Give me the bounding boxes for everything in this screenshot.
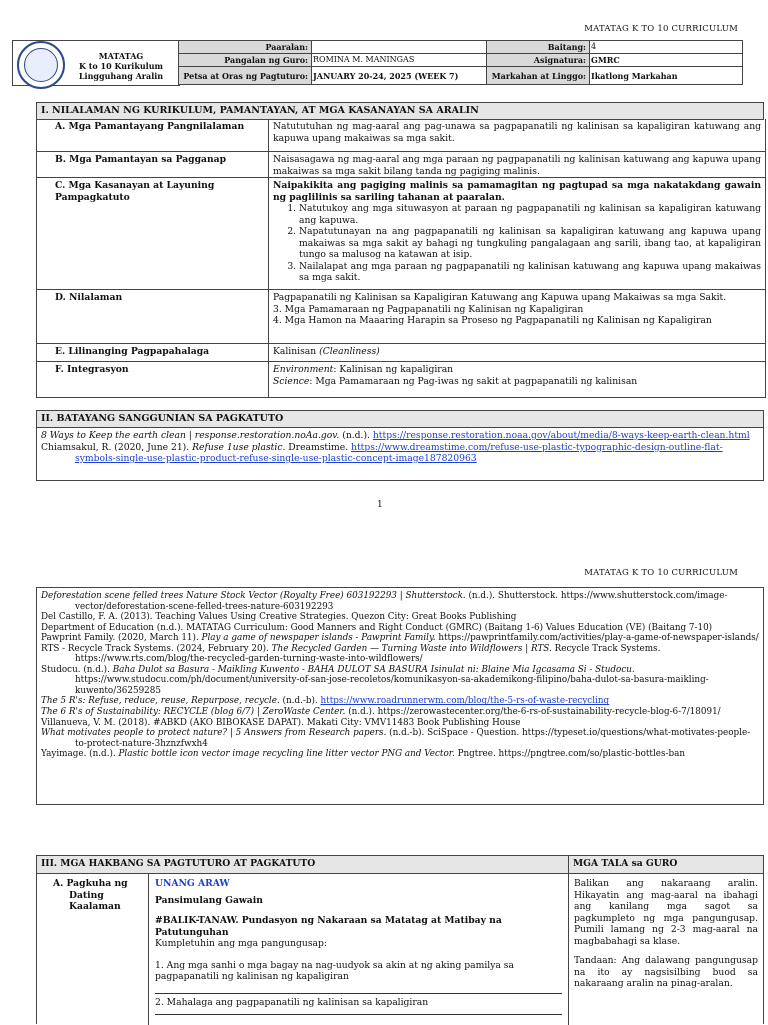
- reference-item: The 6 R's of Sustainability: RECYCLE (blog 6/7) | ZeroWaste Center. (n.d.). https://zerowastecenter.org/the-6-rs-of-sustainability-recycle-blog-6-7/18091/: [41, 707, 721, 718]
- reference-item: Yayimage. (n.d.). Plastic bottle icon vector image recycling line litter vector PNG and Vector. Pngtree. https://pngtree.com/so/plastic-bottles-ban: [41, 749, 685, 760]
- reference-item: Del Castillo, F. A. (2013). Teaching Values Using Creative Strategies. Quezon City: Great Books Publishing: [41, 612, 517, 623]
- reference-link[interactable]: https://www.roadrunnerwm.com/blog/the-5-rs-of-waste-recycling: [320, 696, 610, 707]
- row-d: [36, 290, 766, 344]
- paaralan-value: [312, 41, 487, 54]
- deped-seal-logo: [17, 41, 65, 89]
- reference-item: Studocu. (n.d.). Baha Dulot sa Basura - Maikling Kuwento - BAHA DULOT SA BASURA Isinulat ni: Blaine Mia Igcasama Si - Studocu. https://www.studocu.com/ph/document/university-of-san-jose-recoletos/komunikasyon-sa-akademikong-filipino/baha-dulot-sa-basura-maikling-kuwento/36259285: [41, 664, 709, 696]
- sci-label: Science: [273, 375, 310, 387]
- content-line: Pagpapanatili ng Kalinisan sa Kapaligiran Katuwang ang Kapuwa upang Makaiwas sa mga Sakit.: [273, 292, 727, 303]
- row-a: [36, 119, 766, 152]
- title-line-3: Lingguhang Aralin: [78, 71, 164, 81]
- guro-value: ROMINA M. MANINGAS: [312, 54, 487, 67]
- title-block: [12, 40, 180, 86]
- day-label: UNANG ARAW: [155, 878, 230, 889]
- row-e-text: Kalinisan: [273, 346, 317, 357]
- reference-item: The 5 R's: Refuse, reduce, reuse, Repurpose, recycle. (n.d.-b). https://www.roadrunnerwm.com/blog/the-5-rs-of-waste-recycling: [41, 696, 610, 707]
- reference-2: Chiamsakul, R. (2020, June 21). Refuse 1use plastic. Dreamstime. https://www.dreamstime.com/refuse-use-plastic-typographic-design-outline-flat-symbols-single-use-plastic-product-refuse-single-use-plastic-concept-image187820963: [41, 441, 723, 464]
- row-c: [36, 178, 766, 290]
- note-1: Balikan ang nakaraang aralin. Hikayatin ang mag-aaral na ibahagi ang kanilang mga sagot sa pagkumpleto ng mga pangungusap. Pumili lamang ng 2-3 mag-aaral na magbabahagi sa klase.: [574, 878, 758, 947]
- section-2-body: [36, 427, 764, 481]
- objective-item: 1. Natutukoy ang mga situwasyon at paraan ng pagpapanatili ng kalinisan sa kapaligiran katuwang ang kapuwa.: [299, 203, 761, 226]
- row-e: [36, 344, 766, 362]
- question-1: 1. Ang mga sanhi o mga bagay na nag-uudyok sa akin at ng aking pamilya sa pagpapanatili ng kalinisan ng kapaligiran: [155, 959, 514, 982]
- reference-link[interactable]: https://response.restoration.noaa.gov/about/media/8-ways-keep-earth-clean.html: [372, 430, 750, 441]
- baitang-value: 4: [590, 41, 743, 54]
- row-a-text: Natututuhan ng mag-aaral ang pag-unawa sa pagpapanatili ng kalinisan sa kapaligiran katuwang ang kapuwa upang makaiwas sa mga sakit.: [273, 121, 761, 144]
- asignatura-label: Asignatura:: [487, 54, 590, 67]
- row-b: [36, 152, 766, 178]
- row-e-label: E. Lilinanging Pagpapahalaga: [37, 344, 269, 361]
- reference-item: RTS - Recycle Track Systems. (2024, February 20). The Recycled Garden — Turning Waste into Wildflowers | RTS. Recycle Track Systems. https://www.rts.com/blog/the-recycled-garden-turning-waste-into-wildflowers/: [41, 643, 661, 665]
- baitang-label: Baitang:: [487, 41, 590, 54]
- markahan-label: Markahan at Linggo:: [487, 67, 590, 85]
- content-line: 4. Mga Hamon na Maaaring Harapin sa Proseso ng Pagpapanatili ng Kalinisan ng Kapaligiran: [273, 315, 712, 326]
- section-1-title: I. NILALAMAN NG KURIKULUM, PAMANTAYAN, AT MGA KASANAYAN SA ARALIN: [36, 102, 764, 120]
- info-table: [178, 40, 743, 85]
- title-line-2: K to 10 Kurikulum: [79, 61, 163, 71]
- reference-item: Deforestation scene felled trees Nature Stock Vector (Royalty Free) 603192293 | Shutterstock. (n.d.). Shutterstock. https://www.shutterstock.com/image-vector/deforestation-scene-felled-trees-nature-603192293: [41, 591, 728, 612]
- gawain-label: Pansimulang Gawain: [155, 894, 263, 906]
- row-c-bold: Naipakikita ang pagiging malinis sa pamamagitan ng pagtupad sa mga nakatakdang gawain ng paglilinis sa sariling tahanan at paaralan.: [273, 180, 761, 203]
- content-line: 3. Mga Pamamaraan ng Pagpapanatili ng Kalinisan ng Kapaligiran: [273, 303, 584, 315]
- objective-item: 2. Napatutunayan na ang pagpapanatili ng kalinisan sa kapaligiran katuwang ang kapuwa upang makaiwas sa mga sakit ay bahagi ng tungkuling pangalagaan ang sarili, ibang tao, at kapaligiran tungo sa malusog na katawan at isip.: [299, 226, 761, 261]
- curriculum-header: MATATAG K TO 10 CURRICULUM: [584, 24, 738, 34]
- reference-1: 8 Ways to Keep the earth clean | response.restoration.noAa.gov. (n.d.). https://response.restoration.noaa.gov/about/media/8-ways-keep-earth-clean.html: [41, 430, 750, 441]
- env-text: : Kalinisan ng kapaligiran: [333, 364, 454, 375]
- reference-item: What motivates people to protect nature? | 5 Answers from Research papers. (n.d.-b). SciSpace - Question. https://typeset.io/questions/what-motivates-people-to-protect-nature-3hznzfwxh4: [41, 728, 751, 749]
- teacher-notes: [569, 874, 763, 1025]
- row-e-italic: (Cleanliness): [319, 346, 380, 357]
- page-number: 1: [377, 500, 383, 510]
- reference-item: Department of Education (n.d.). MATATAG Curriculum: Good Manners and Right Conduct (GMRC) (Baitang 1-6) Values Education (VE) (Baitang 7-10): [41, 622, 713, 633]
- markahan-value: Ikatlong Markahan: [590, 67, 743, 85]
- balik-tanaw: #BALIK-TANAW. Pundasyon ng Nakaraan sa Matatag at Matibay na Patutunguhan: [155, 915, 502, 938]
- notes-title: MGA TALA sa GURO: [569, 856, 763, 874]
- row-c-label: C. Mga Kasanayan at Layuning Pampagkatuto: [37, 178, 269, 289]
- row-a-label: A. Mga Pamantayang Pangnilalaman: [37, 119, 269, 151]
- section-3: [36, 855, 764, 1024]
- answer-line: [155, 1008, 562, 1015]
- row-f: [36, 362, 766, 398]
- petsa-label: Petsa at Oras ng Pagtuturo:: [179, 67, 312, 85]
- references-box: [36, 587, 764, 805]
- instruction: Kumpletuhin ang mga pangungusap:: [155, 938, 327, 949]
- guro-label: Pangalan ng Guro:: [179, 54, 312, 67]
- answer-line: [155, 983, 562, 994]
- sci-text: : Mga Pamamaraan ng Pag-iwas ng sakit at pagpapanatili ng kalinisan: [309, 375, 638, 387]
- curriculum-header-2: MATATAG K TO 10 CURRICULUM: [584, 568, 738, 578]
- title-line-1: MATATAG: [98, 51, 144, 61]
- reference-item: Pawprint Family. (2020, March 11). Play a game of newspaper islands - Pawprint Family. https://pawprintfamily.com/activities/play-a-game-of-newspaper-islands/: [41, 633, 759, 644]
- reference-link[interactable]: https://www.dreamstime.com/refuse-use-plastic-typographic-design-outline-flat-symbols-single-use-plastic-product-refuse-single-use-plastic-concept-image187820963: [75, 441, 723, 464]
- row-f-label: F. Integrasyon: [37, 362, 269, 397]
- section-2-title: II. BATAYANG SANGGUNIAN SA PAGKATUTO: [36, 410, 764, 428]
- asignatura-value: GMRC: [590, 54, 743, 67]
- note-2: Tandaan: Ang dalawang pangungusap na ito ay nagsisilbing buod sa nakaraang aralin na pinag-aralan.: [574, 955, 758, 989]
- step-a-content: [149, 874, 569, 1025]
- row-d-label: D. Nilalaman: [37, 290, 269, 343]
- question-2: 2. Mahalaga ang pagpapanatili ng kalinisan sa kapaligiran: [155, 996, 429, 1008]
- section-3-title: III. MGA HAKBANG SA PAGTUTURO AT PAGKATUTO: [37, 856, 569, 874]
- env-label: Environment: [273, 364, 334, 375]
- paaralan-label: Paaralan:: [179, 41, 312, 54]
- row-b-label: B. Mga Pamantayan sa Pagganap: [37, 152, 269, 177]
- step-a-label: A. Pagkuha ng Dating Kaalaman: [37, 874, 149, 1025]
- row-b-text: Naisasagawa ng mag-aaral ang mga paraan ng pagpapanatili ng kalinisan katuwang ang kapuwa upang makaiwas sa mga sakit bilang tanda ng pagiging malinis.: [273, 154, 761, 177]
- objective-item: 3. Nailalapat ang mga paraan ng pagpapanatili ng kalinisan katuwang ang kapuwa upang makaiwas sa mga sakit.: [299, 261, 761, 284]
- reference-item: Villanueva, V. M. (2018). #ABKD (AKO BIBOKASE DAPAT). Makati City: VMV11483 Book Publishing House: [41, 717, 521, 728]
- petsa-value: JANUARY 20-24, 2025 (WEEK 7): [312, 67, 487, 85]
